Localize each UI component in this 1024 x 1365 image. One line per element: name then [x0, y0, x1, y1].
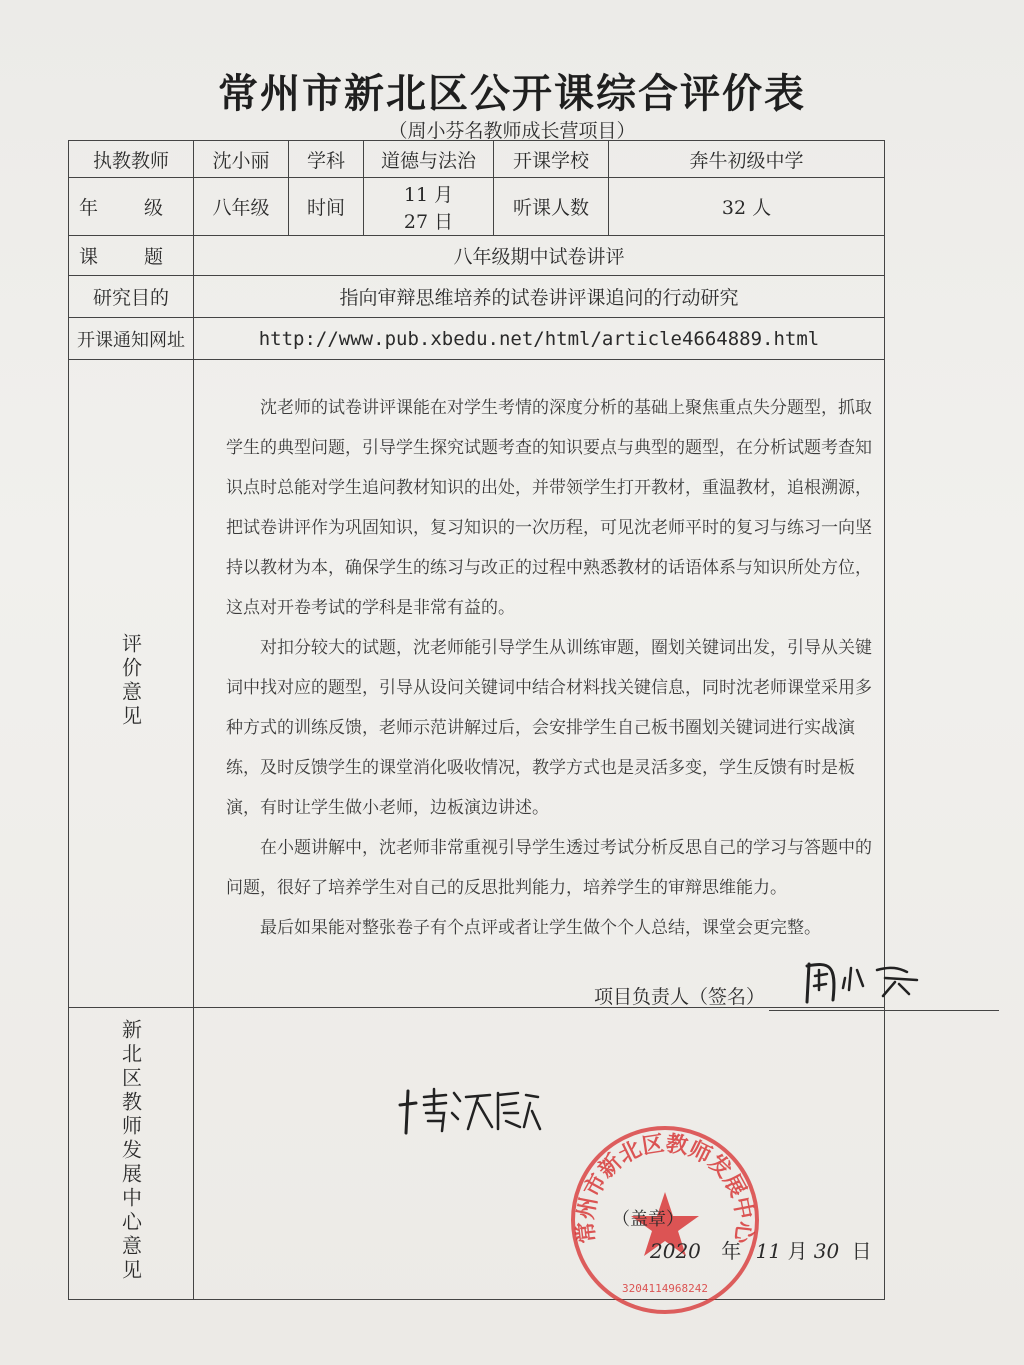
topic-label: 课 题: [69, 236, 194, 276]
page-subtitle: （周小芬名教师成长营项目）: [388, 120, 636, 142]
date-year-unit: 年: [721, 1239, 742, 1263]
form-row-evaluation: [69, 360, 885, 1008]
signature-handwriting: [799, 956, 929, 1006]
date-day-unit: 日: [851, 1239, 872, 1263]
url-label: 开课通知网址: [69, 318, 194, 360]
subject-label: 学科: [289, 141, 364, 178]
evaluation-paragraph: 沈老师的试卷讲评课能在对学生考情的深度分析的基础上聚焦重点失分题型，抓取学生的典型问题，引导学生探究试题考查的知识要点与典型的题型，在分析试题考查知识点时总能对学生追问教材知识的出处，并带领学生打开教材，重温教材，追根溯源，把试卷讲评作为巩固知识，复习知识的一次历程，可见沈老师平时的复习与练习一向坚持以教材为本，确保学生的练习与改正的过程中熟悉教材的话语体系与知识所处方位，这点对开卷考试的学科是非常有益的。: [226, 398, 872, 618]
topic-value: 八年级期中试卷讲评: [194, 236, 885, 276]
form-row-purpose: [69, 276, 885, 318]
time-label: 时间: [289, 178, 364, 236]
teacher-label: 执教教师: [69, 141, 194, 178]
date-year: 2020: [650, 1239, 701, 1263]
center-opinion-label: 新北区教师发展中心意见: [118, 1019, 143, 1283]
school-value: 奔牛初级中学: [609, 141, 885, 178]
signature-label: 项目负责人（签名）: [594, 986, 766, 1008]
form-row-teacher: [69, 141, 885, 178]
seal-ring-text: 常州市新北区教师发展中心: [573, 1131, 757, 1245]
time-value: [364, 178, 494, 236]
evaluation-label-cell: [69, 360, 194, 1008]
center-opinion-label-cell: [69, 1008, 194, 1300]
evaluation-paragraph: 对扣分较大的试题，沈老师能引导学生从训练审题，圈划关键词出发，引导从关键词中找对应的题型，引导从设问关键词中结合材料找关键信息，同时沈老师课堂采用多种方式的训练反馈，老师示范讲解过后，会安排学生自己板书圈划关键词进行实战演练，及时反馈学生的课堂消化吸收情况，教学方式也是灵活多变，学生反馈有时是板演，有时让学生做小老师，边板演边讲述。: [226, 638, 872, 818]
url-value: http://www.pub.xbedu.net/html/article4664889.html: [194, 318, 885, 360]
form-row-grade: [69, 178, 885, 236]
time-month: 11 月: [403, 183, 454, 206]
page-title: 常州市新北区公开课综合评价表: [218, 71, 806, 117]
grade-value: 八年级: [194, 178, 289, 236]
evaluation-paragraph: 在小题讲解中，沈老师非常重视引导学生透过考试分析反思自己的学习与答题中的问题，很好了培养学生对自己的反思批判能力，培养学生的审辩思维能力。: [226, 838, 872, 898]
seal-label: （盖章）: [612, 1209, 684, 1230]
seal-number: 3204114968242: [621, 1282, 709, 1295]
evaluation-body: [194, 360, 885, 1008]
school-label: 开课学校: [494, 141, 609, 178]
subject-value: 道德与法治: [364, 141, 494, 178]
form-row-topic: [69, 236, 885, 276]
date-day: 30: [813, 1239, 840, 1263]
time-day: 27 日: [403, 210, 454, 233]
purpose-value: 指向审辩思维培养的试卷讲评课追问的行动研究: [194, 276, 885, 318]
audience-value: 32 人: [609, 178, 885, 236]
form-row-url: [69, 318, 885, 360]
date-line: [650, 1235, 872, 1264]
audience-label: 听课人数: [494, 178, 609, 236]
evaluation-label: 评价意见: [118, 633, 143, 729]
handwritten-comment: [394, 1083, 544, 1138]
date-month-unit: 月: [787, 1239, 808, 1263]
evaluation-paragraph: 最后如果能对整张卷子有个点评或者让学生做个个人总结，课堂会更完整。: [260, 918, 821, 938]
grade-label: 年 级: [69, 178, 194, 236]
date-month: 11: [755, 1239, 782, 1263]
purpose-label: 研究目的: [69, 276, 194, 318]
evaluation-text: [194, 360, 884, 948]
teacher-value: 沈小丽: [194, 141, 289, 178]
